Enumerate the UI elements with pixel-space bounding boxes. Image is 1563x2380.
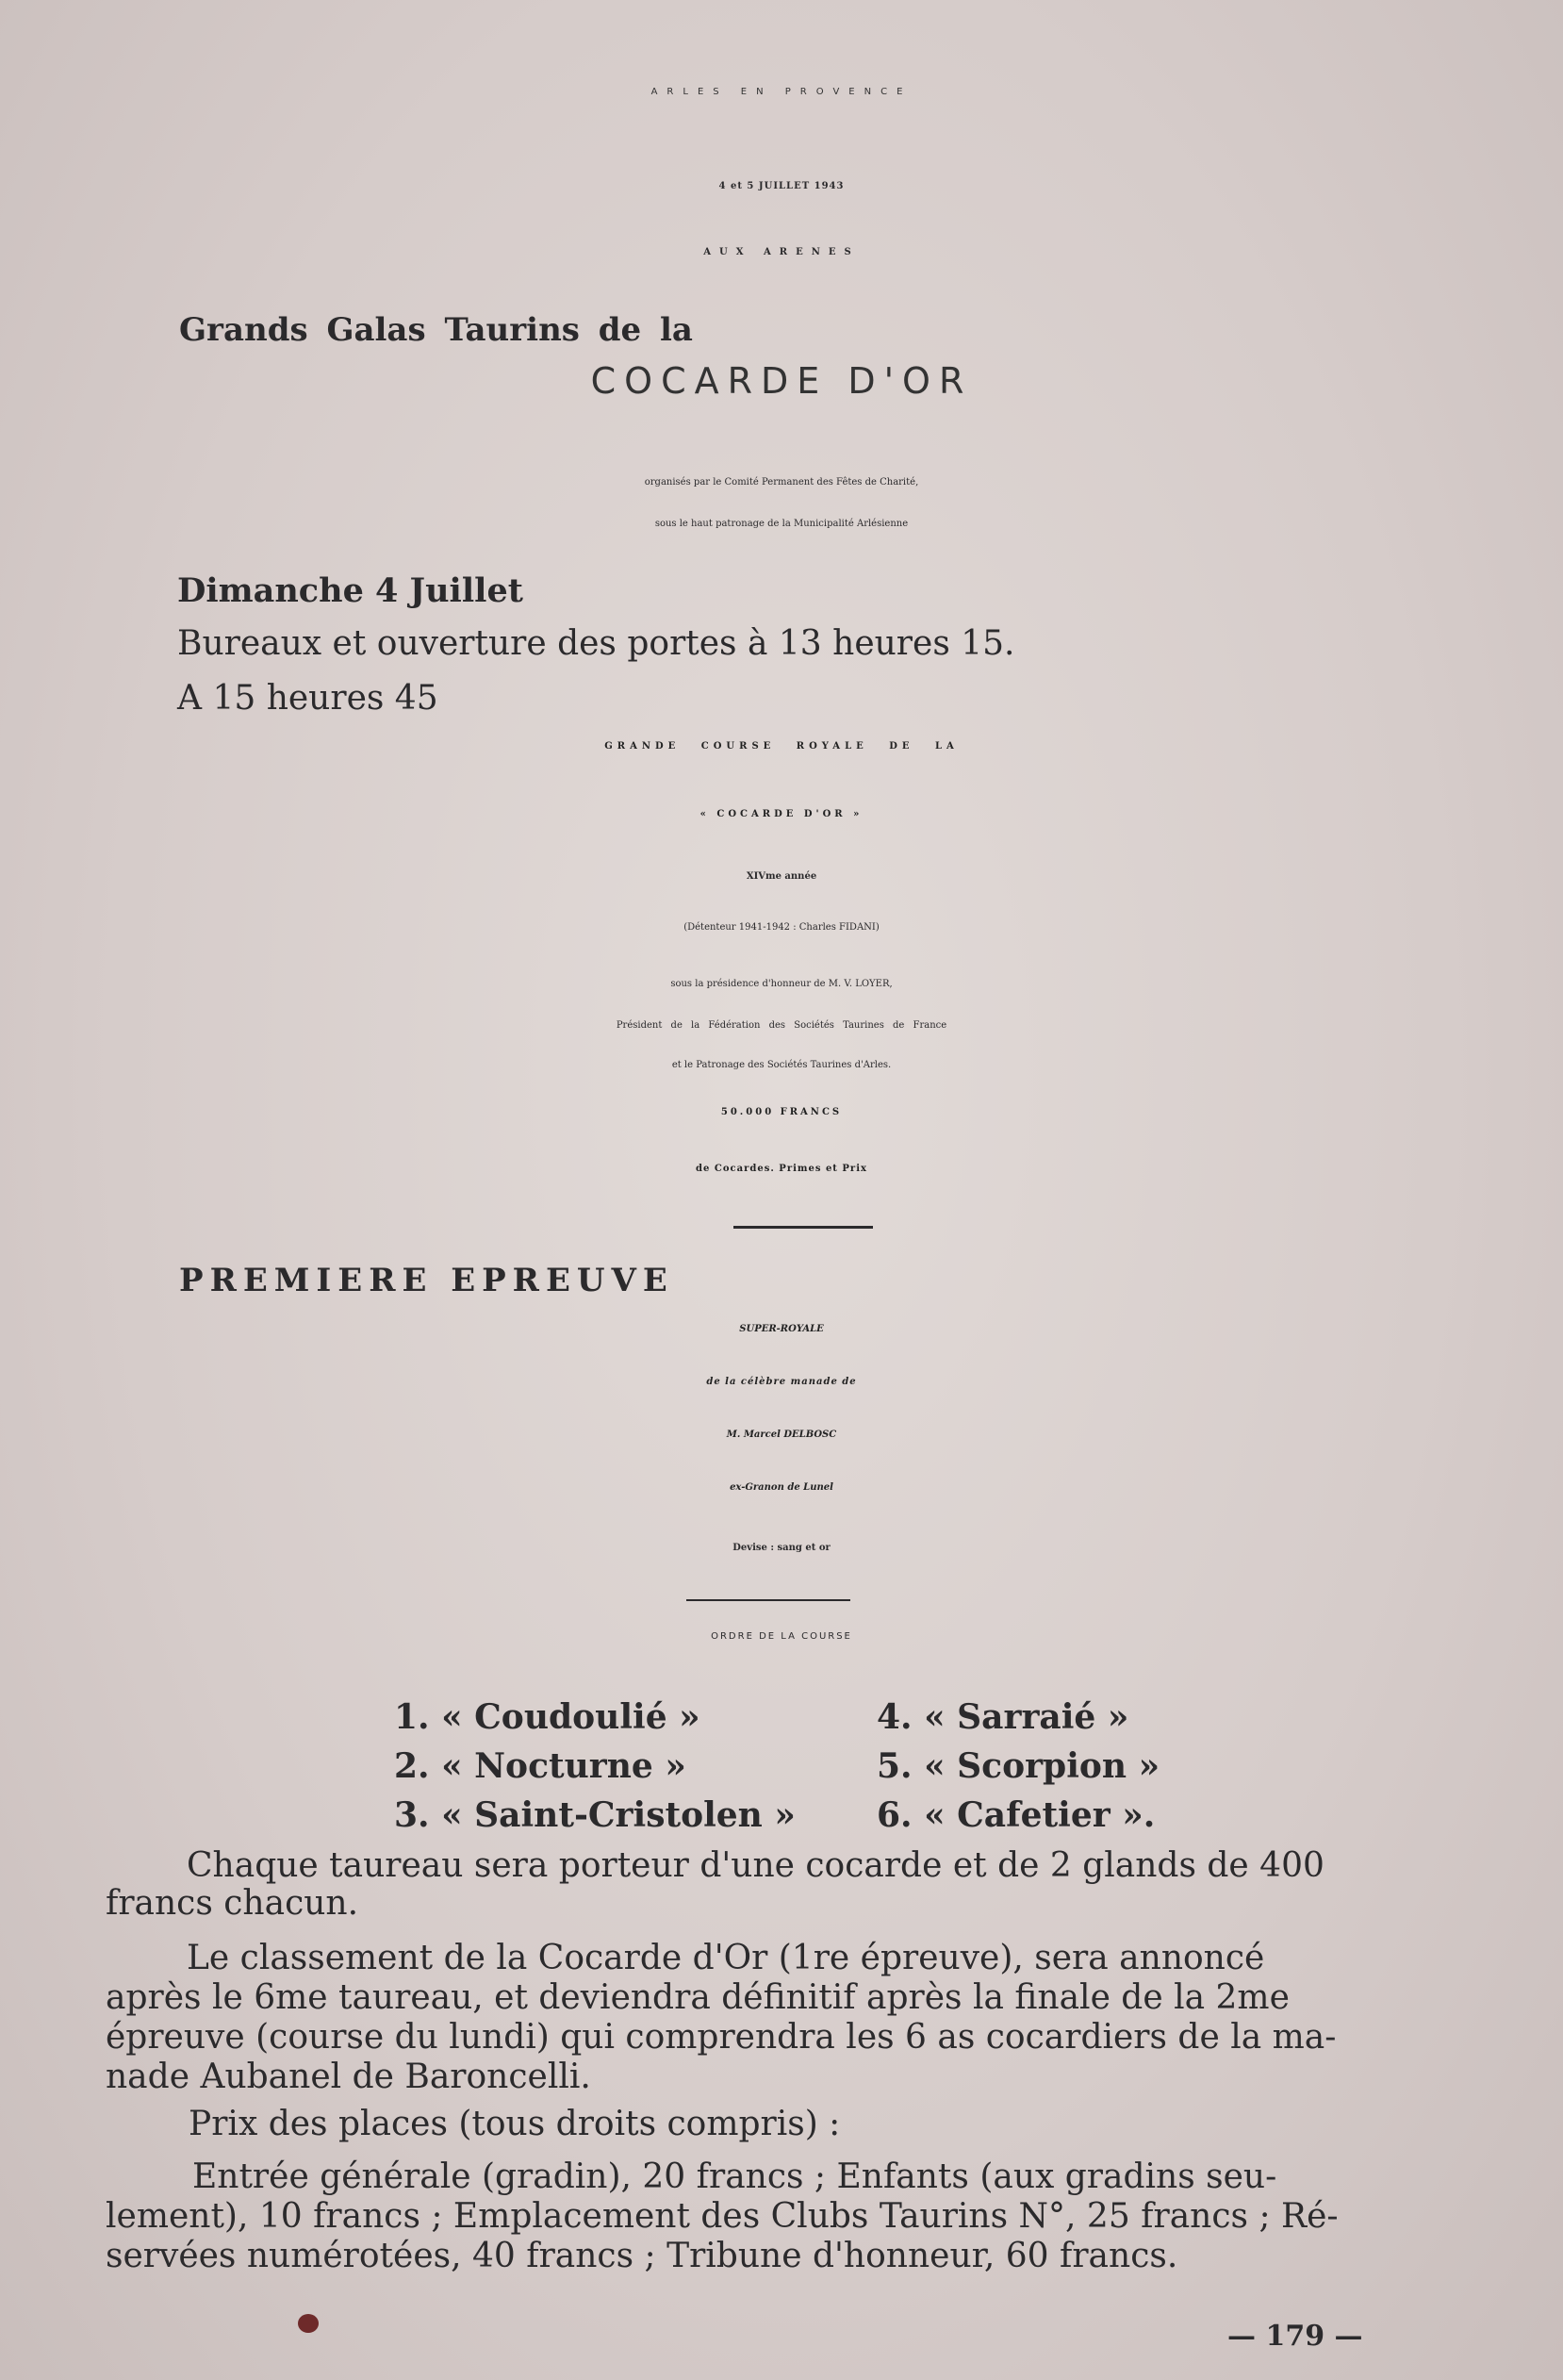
paragraph-line: Le classement de la Cocarde d'Or (1re épreuve), sera annoncé [187,1939,1265,1977]
divider [733,1226,873,1229]
paragraph-line: épreuve (course du lundi) qui comprendra les 6 as cocardiers de la ma- [106,2018,1337,2057]
list-item: 2. « Nocturne » [394,1746,686,1786]
page-number: — 179 — [1227,2320,1363,2353]
paragraph-line: Prix des places (tous droits compris) : [189,2105,841,2143]
order-heading: ORDRE DE LA COURSE [711,1631,852,1642]
presidency-line-1: sous la présidence d'honneur de M. V. LOYER, [670,979,893,989]
list-item: 3. « Saint-Cristolen » [394,1795,796,1835]
page-title: ARLES EN PROVENCE [650,87,913,97]
list-item: 1. « Coudoulié » [394,1697,700,1737]
course-title-line-1: GRANDE COURSE ROYALE DE LA [604,741,959,752]
paper-stain [298,2314,319,2333]
paragraph-line: après le 6me taureau, et deviendra définitif après la finale de la 2me [106,1978,1290,2017]
first-event-motto: Devise : sang et or [732,1543,831,1553]
divider [686,1599,850,1601]
course-edition: XIVme année [746,871,817,882]
organizer-line-2: sous le haut patronage de la Municipalité Arlésienne [654,519,909,529]
schedule-day: Dimanche 4 Juillet [177,571,523,610]
first-event-line-3: M. Marcel DELBOSC [726,1430,837,1440]
list-item: 4. « Sarraié » [877,1697,1129,1737]
schedule-time: A 15 heures 45 [177,679,438,718]
presidency-line-2: Président de la Fédération des Sociétés Taurines de France [616,1020,947,1031]
first-event-line-4: ex-Granon de Lunel [730,1482,833,1493]
prize-description: de Cocardes. Primes et Prix [696,1164,867,1174]
paragraph-line: Entrée générale (gradin), 20 francs ; Enfants (aux gradins seu- [192,2157,1277,2196]
course-title-line-2: « COCARDE D'OR » [699,809,864,819]
galas-heading: Grands Galas Taurins de la [179,311,693,349]
first-event-line-2: de la célèbre manade de [706,1377,857,1387]
venue-label: AUX ARENES [703,247,860,257]
event-title: COCARDE D'OR [590,360,973,402]
paragraph-line: Chaque taureau sera porteur d'une cocarde et de 2 glands de 400 [187,1846,1324,1885]
paragraph-line: lement), 10 francs ; Emplacement des Clubs Taurins N°, 25 francs ; Ré- [106,2197,1339,2236]
course-holder: (Détenteur 1941-1942 : Charles FIDANI) [683,922,880,933]
paragraph-line: servées numérotées, 40 francs ; Tribune d'honneur, 60 francs. [106,2237,1178,2275]
presidency-line-3: et le Patronage des Sociétés Taurines d'Arles. [671,1060,892,1070]
list-item: 5. « Scorpion » [877,1746,1160,1786]
schedule-doors: Bureaux et ouverture des portes à 13 heures 15. [177,624,1015,663]
event-dates: 4 et 5 JUILLET 1943 [718,181,845,191]
paragraph-line: nade Aubanel de Baroncelli. [106,2058,591,2096]
list-item: 6. « Cafetier ». [877,1795,1156,1835]
paragraph-line: francs chacun. [106,1884,359,1923]
first-event-heading: PREMIERE EPREUVE [179,1262,674,1299]
first-event-line-1: SUPER-ROYALE [739,1324,824,1334]
prize-amount: 50.000 FRANCS [720,1107,843,1117]
organizer-line-1: organisés par le Comité Permanent des Fêtes de Charité, [644,477,919,488]
